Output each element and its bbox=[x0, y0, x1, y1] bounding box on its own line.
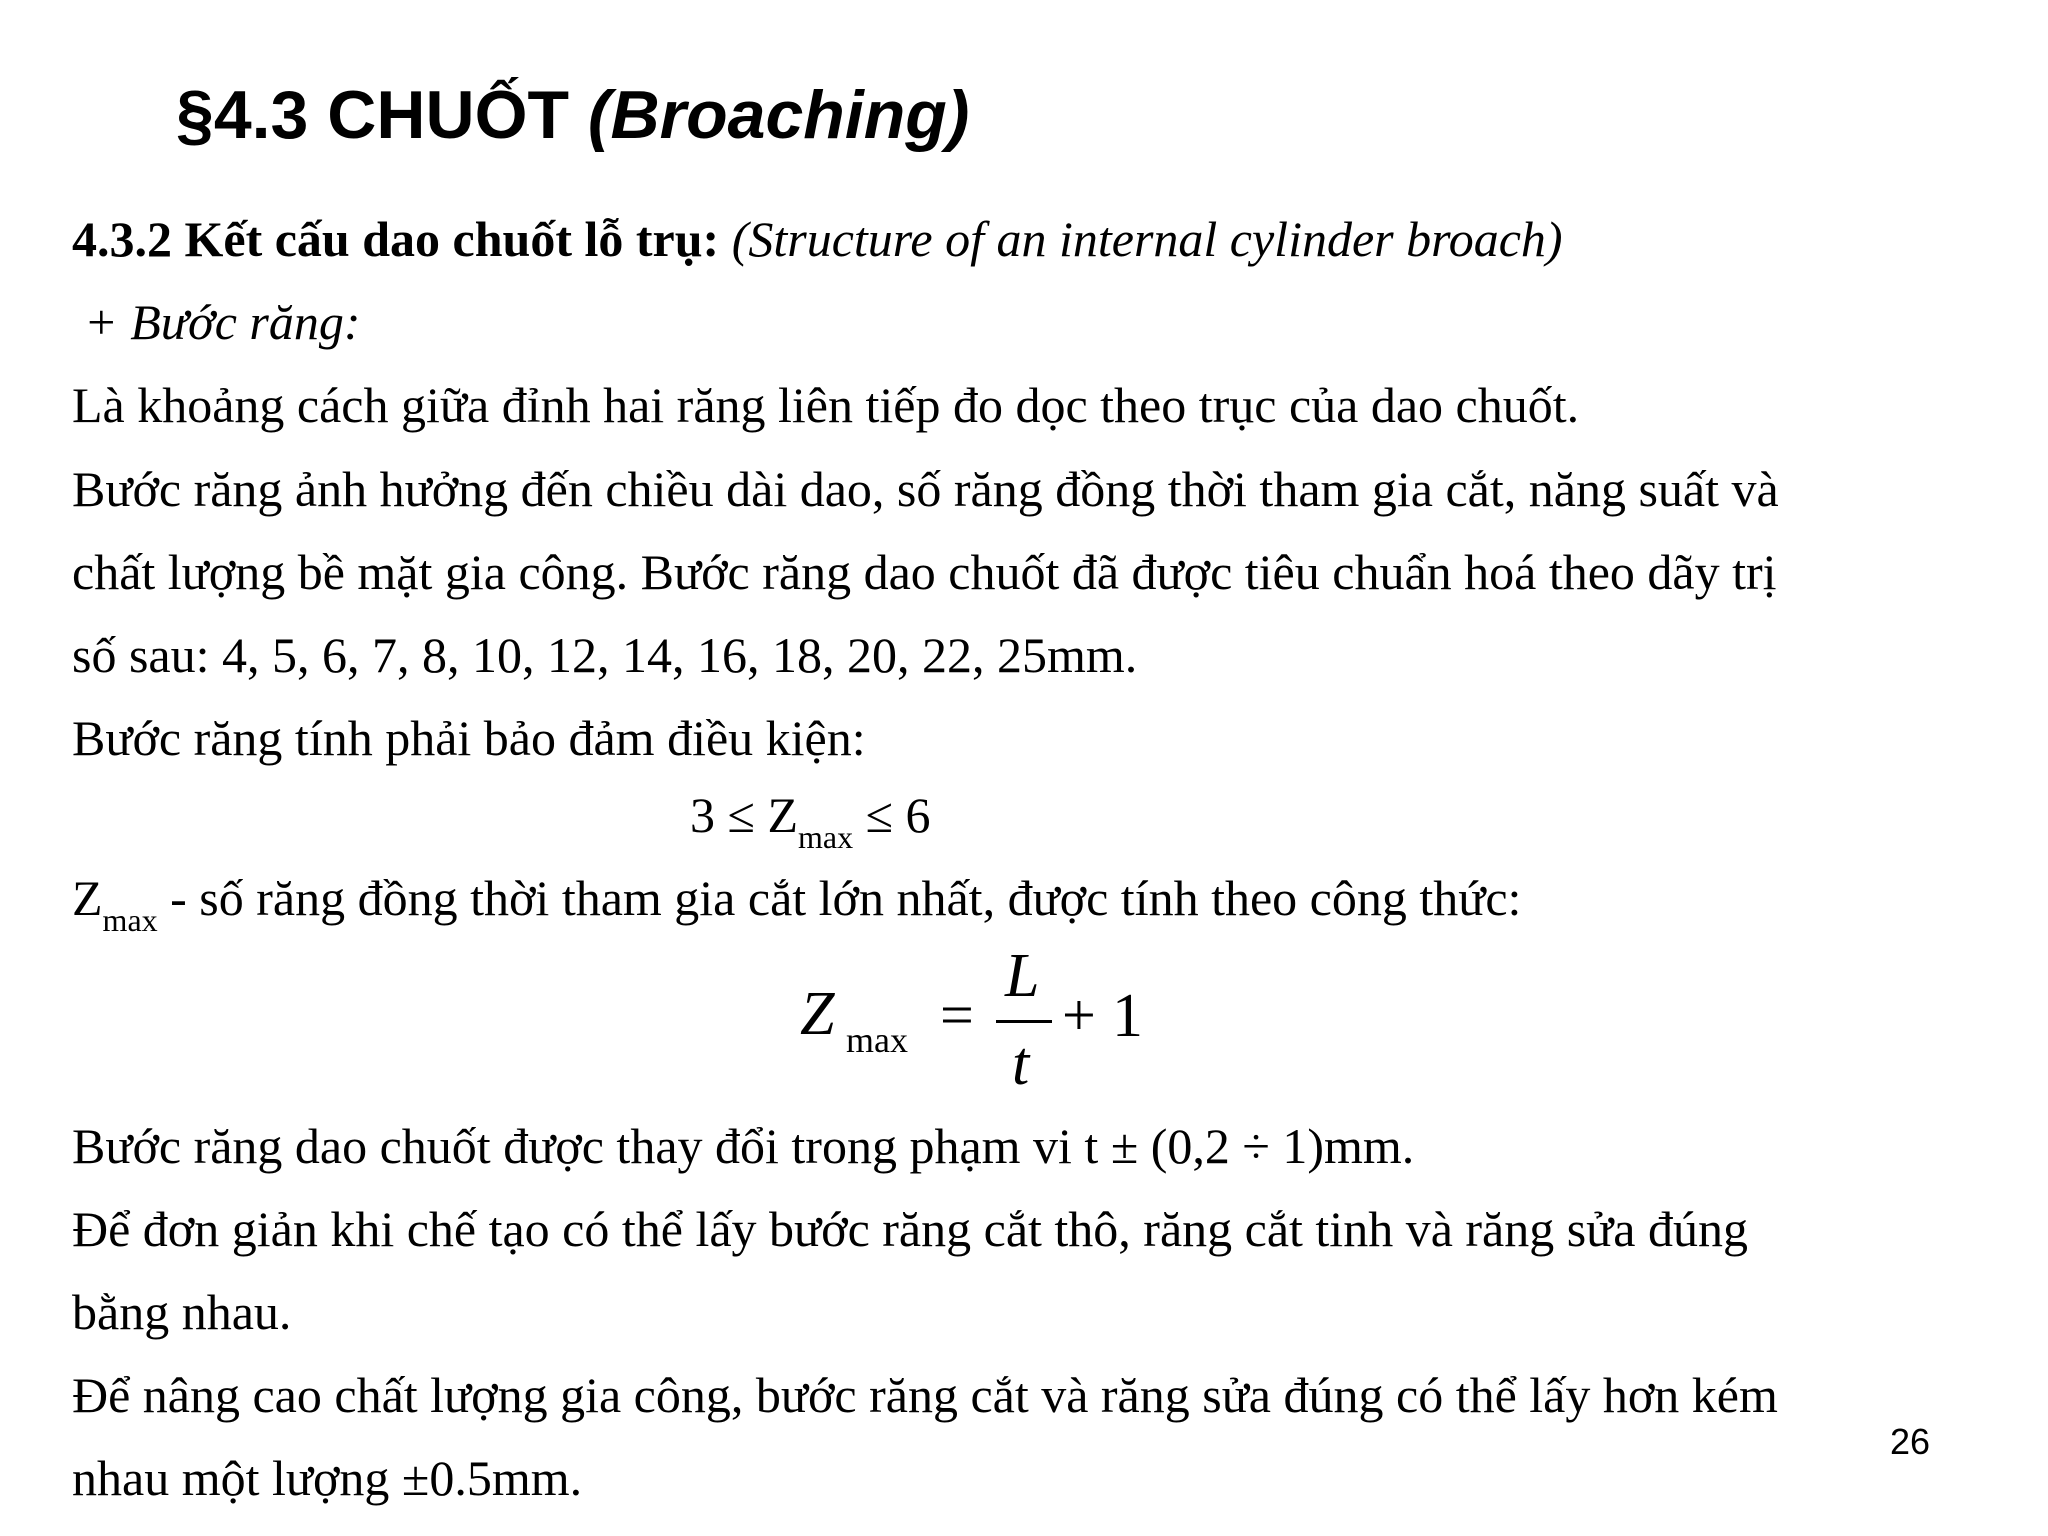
zmax-subscript: max bbox=[102, 902, 158, 938]
title-main: §4.3 CHUỐT bbox=[176, 77, 588, 153]
formula-subscript: max bbox=[846, 1020, 908, 1060]
body-after-line-1: Bước răng dao chuốt được thay đổi trong phạm vi t ± (0,2 ÷ 1)mm. bbox=[72, 1118, 1415, 1174]
body-line-1: Là khoảng cách giữa đỉnh hai răng liên tiếp đo dọc theo trục của dao chuốt. bbox=[72, 377, 1580, 433]
formula-numerator: L bbox=[1005, 942, 1040, 1010]
subheading-tooth-pitch: + Bước răng: bbox=[84, 294, 361, 350]
title-english: (Broaching) bbox=[587, 77, 970, 153]
zmax-symbol: Z bbox=[72, 870, 103, 926]
formula-plus: + bbox=[1062, 982, 1096, 1048]
condition-left: 3 ≤ Z bbox=[690, 787, 798, 843]
body-after-line-3: bằng nhau. bbox=[72, 1284, 292, 1340]
body-line-4: số sau: 4, 5, 6, 7, 8, 10, 12, 14, 16, 18, 20, 22, 25mm. bbox=[72, 627, 1138, 683]
body-line-3: chất lượng bề mặt gia công. Bước răng dao chuốt đã được tiêu chuẩn hoá theo dãy trị bbox=[72, 544, 1777, 600]
body-after-line-5: nhau một lượng ±0.5mm. bbox=[72, 1450, 583, 1506]
body-line-5: Bước răng tính phải bảo đảm điều kiện: bbox=[72, 710, 866, 766]
page-number: 26 bbox=[1890, 1421, 1931, 1462]
zmax-definition bbox=[72, 870, 1522, 938]
zmax-formula bbox=[800, 942, 1160, 1098]
condition-subscript: max bbox=[797, 819, 854, 855]
condition-formula bbox=[690, 787, 931, 855]
formula-equals: = bbox=[940, 982, 974, 1048]
body-after-line-4: Để nâng cao chất lượng gia công, bước răng cắt và răng sửa đúng có thể lấy hơn kém bbox=[72, 1367, 1778, 1423]
zmax-text: - số răng đồng thời tham gia cắt lớn nhất, được tính theo công thức: bbox=[157, 870, 1522, 926]
section-heading-en: (Structure of an internal cylinder broach) bbox=[719, 211, 1563, 267]
section-heading-vi: Kết cấu dao chuốt lỗ trụ: bbox=[184, 211, 720, 267]
formula-fraction-bar bbox=[996, 1020, 1052, 1023]
formula-z: Z bbox=[800, 980, 835, 1048]
slide-title bbox=[176, 78, 969, 153]
formula-denominator: t bbox=[1012, 1030, 1030, 1098]
formula-one: 1 bbox=[1112, 982, 1143, 1050]
section-heading bbox=[72, 211, 1563, 267]
body-line-2: Bước răng ảnh hưởng đến chiều dài dao, số răng đồng thời tham gia cắt, năng suất và bbox=[72, 461, 1779, 517]
condition-right: ≤ 6 bbox=[853, 787, 931, 843]
body-after-line-2: Để đơn giản khi chế tạo có thể lấy bước răng cắt thô, răng cắt tinh và răng sửa đúng bbox=[72, 1201, 1748, 1257]
section-number: 4.3.2 bbox=[72, 211, 185, 267]
